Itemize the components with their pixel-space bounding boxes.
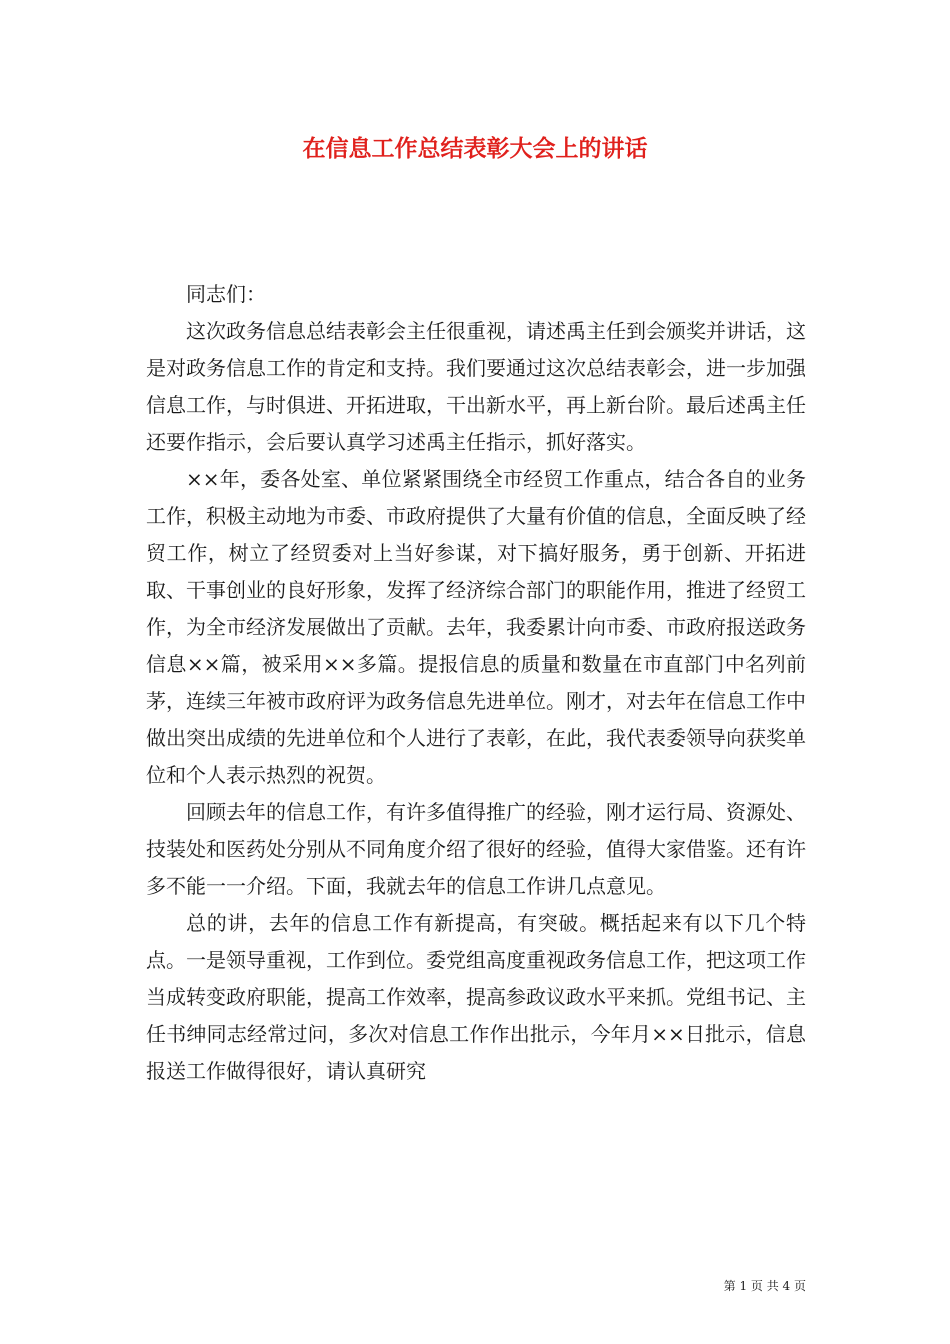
document-body — [146, 276, 806, 1090]
salutation-paragraph: 同志们： — [186, 282, 266, 306]
body-paragraph: 回顾去年的信息工作，有许多值得推广的经验，刚才运行局、资源处、技装处和医药处分别从不同角度介绍了很好的经验，值得大家借鉴。还有许多不能一一介绍。下面，我就去年的信息工作讲几点意见。 — [146, 800, 806, 898]
document-title: 在信息工作总结表彰大会上的讲话 — [302, 135, 648, 162]
body-paragraph: 总的讲，去年的信息工作有新提高，有突破。概括起来有以下几个特点。一是领导重视，工作到位。委党组高度重视政务信息工作，把这项工作当成转变政府职能，提高工作效率，提高参政议政水平来抓。党组书记、主任书绅同志经常过问，多次对信息工作作出批示，今年月××日批示，信息报送工作做得很好，请认真研究 — [146, 911, 806, 1083]
body-paragraph: 这次政务信息总结表彰会主任很重视，请述禹主任到会颁奖并讲话，这是对政务信息工作的肯定和支持。我们要通过这次总结表彰会，进一步加强信息工作，与时俱进、开拓进取，干出新水平，再上新台阶。最后述禹主任还要作指示，会后要认真学习述禹主任指示，抓好落实。 — [146, 319, 806, 454]
body-paragraph: ××年，委各处室、单位紧紧围绕全市经贸工作重点，结合各自的业务工作，积极主动地为市委、市政府提供了大量有价值的信息，全面反映了经贸工作，树立了经贸委对上当好参谋，对下搞好服务，勇于创新、开拓进取、干事创业的良好形象，发挥了经济综合部门的职能作用，推进了经贸工作，为全市经济发展做出了贡献。去年，我委累计向市委、市政府报送政务信息××篇，被采用××多篇。提报信息的质量和数量在市直部门中名列前茅，连续三年被市政府评为政务信息先进单位。刚才，对去年在信息工作中做出突出成绩的先进单位和个人进行了表彰，在此，我代表委领导向获奖单位和个人表示热烈的祝贺。 — [146, 467, 806, 787]
page-number-footer: 第 1 页 共 4 页 — [723, 1279, 806, 1293]
